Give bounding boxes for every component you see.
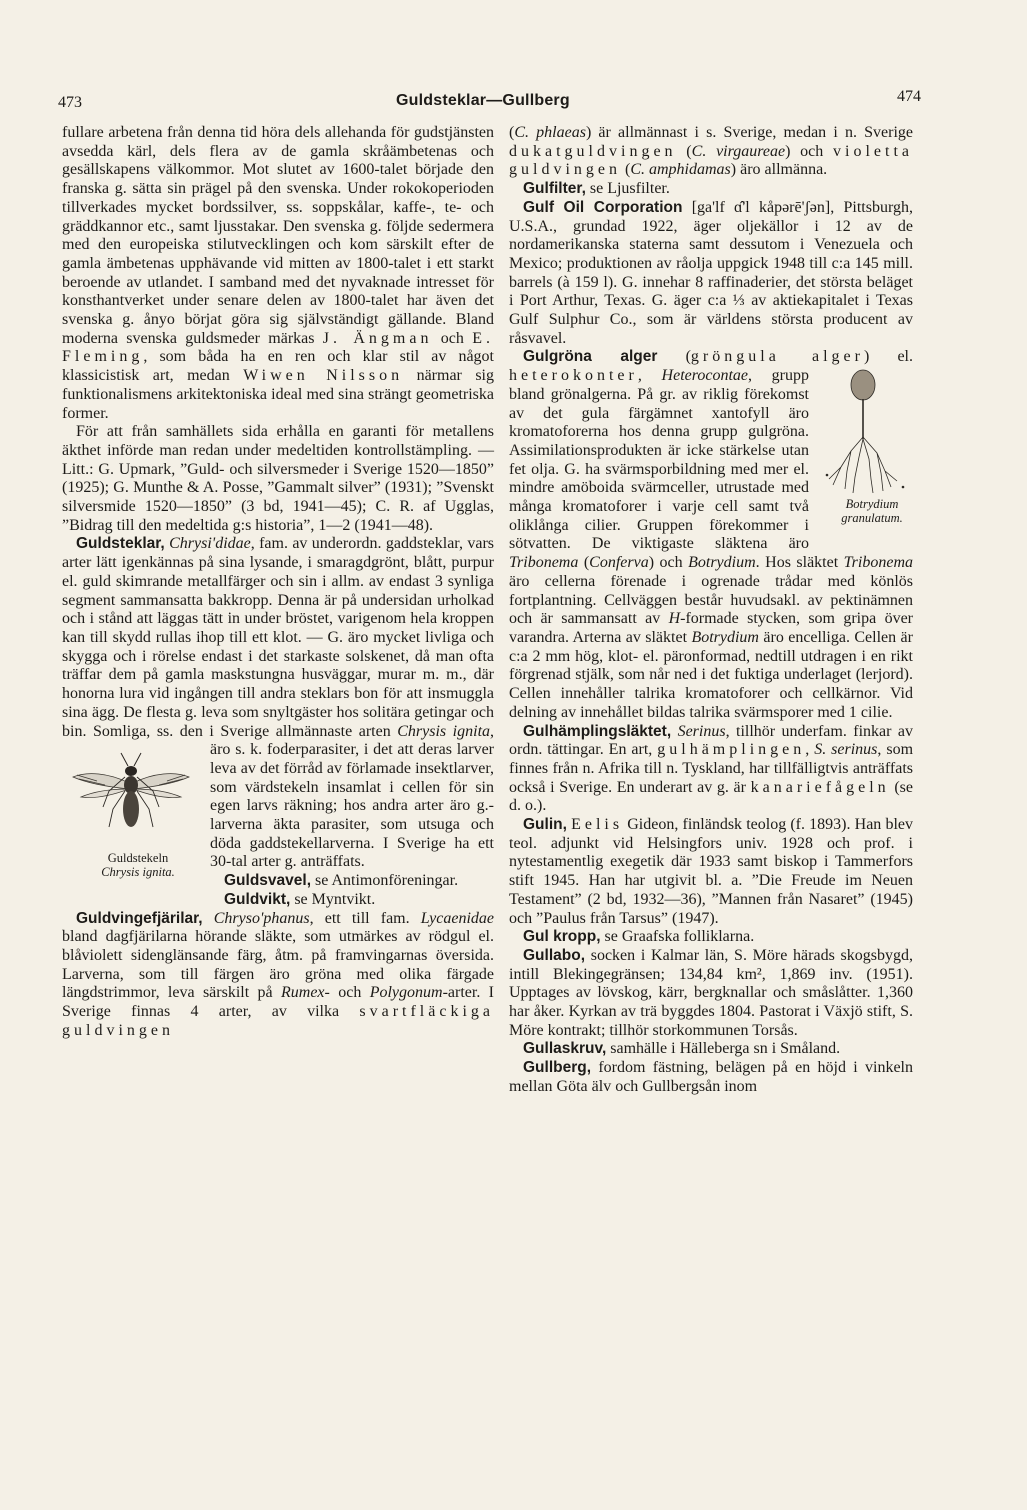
entry-gulfilter: Gulfilter, se Ljusfilter. [523, 180, 670, 198]
left-column [62, 124, 494, 1040]
entry-gulf-oil: Gulf Oil Corporation [ga'lf ɑ̂'l kåpərē'ʃən], Pittsburgh, U.S.A., grundad 1922, äger oljekällor i 12 av de nordamerikanska staterna samt dessutom i Venezuela och Mexico; produktionen av råolja uppgick 1948 till c:a 145 mill. barrels (à 159 l). G. innehar 8 raffinaderier, det största beläget i Port Arthur, Texas. G. äger c:a ⅓ av aktiekapitalet i Texas Gulf Sulphur Co., som är världens största producent av råsvavel. [509, 198, 913, 347]
entry-gullabo: Gullabo, socken i Kalmar län, S. Möre härads skogsbygd, intill Blekingegränsen; 134,84 km², 1,869 inv. (1951). Upptages av lövskog, kärr, bergknallar och småslåtter. 1,360 har åker. Kyrkan av trä byggdes 1804. Pastorat i Växjö stift, S. Möre kontrakt; tillhör storkommunen Torsås. [509, 946, 913, 1039]
figure-caption-line2: Chrysis ignita. [101, 865, 175, 880]
page-number-left: 473 [58, 94, 82, 111]
entry-gulhamplingslaktet: Gulhämplingsläktet, Serinus, tillhör underfam. finkar av ordn. tättingar. En art, gulhämplingen, S. serinus, som finnes från n. Afrika till n. Tyskland, har tillfälligtvis anträffats också i Sverige. En underart av g. är kanariefågeln (se d. o.). [509, 722, 914, 815]
entry-guldsvavel: Guldsvavel, se Antimonföreningar. [224, 872, 459, 890]
botrydium-illustration-icon [821, 367, 909, 497]
entry-gullaskruv: Gullaskruv, samhälle i Hälleberga sn i Småland. [523, 1040, 841, 1058]
wasp-illustration-icon [69, 745, 193, 851]
paragraph-literature: För att från samhällets sida erhålla en garanti för metallens äkthet införde man redan under medeltiden kontrollstämpling. — Litt.: G. Upmark, ”Guld- och silversmeder i Sverige 1520—1850” (1925); G. Munthe & A. Posse, ”Gammalt silver” (1931); ”Svenskt silversmide 1520—1850” (3 bd, 1941—45); C. R. af Ugglas, ”Bidrag till den medeltida g:s historia”, 1—2 (1941—48). [62, 423, 494, 534]
headword: Guldsteklar, [76, 535, 165, 553]
page-number-right: 474 [897, 88, 921, 105]
entry-guldsteklar: Guldsteklar, Chrysi'didae, fam. av underordn. gaddsteklar, vars arter lätt igenkännas på sina lysande, i smaragdgrönt, blått, purpur el. guld skimrande metallfärger och sin i allm. av endast 3 synliga segment sammansatta bakkropp. Denna är på undersidan urholkad och i stånd att läggas tätt in under bröstet, varigenom hela kroppen kan till skydd rullas ihop till ett klot. — G. äro mycket livliga och skygga och i rörelse endast i det starkaste solskenet, då man ofta träffar dem på gamla maskstungna husväggar, murar m. m., där honorna lura vid ingången till andra steklars bon för att insmuggla sina ägg. De flesta g. leva som snyltgäster hos solitära getingar och bin. Somliga, ss. den i Sverige allmännaste arten Guldstekeln Chrysis ignita. Chrysis ignita, äro s. k. foderparasiter, i det att deras larver leva av det förråd av förlamade insektlarver, som värdstekeln insamlat i cellen för sin egen larvs räkning; hos andra arter äro g.-larverna äkta parasiter, som utsuga och döda gaddstekellarverna. I Sverige ha ett 30-tal arter g. anträffats. [62, 535, 494, 872]
figure-chrysis [62, 745, 200, 893]
figure-caption-line1-right: Botrydium [845, 497, 899, 512]
entry-continuation-right: (C. phlaeas) är allmännast i s. Sverige, medan i n. Sverige dukatguldvingen (C. virgaureae) och violetta guldvingen (C. amphidamas) äro allmänna. [509, 124, 914, 179]
entry-guldvingefjarilar: Guldvingefjärilar, Chryso'phanus, ett till fam. Lycaenidae bland dagfjärilarna hörande släkte, som utmärkes av rödgul el. blåviolett sidenglänsande färg, åtm. på framvingarnas översida. Larverna, som till färgen äro gröna med olika färgade längdstrimmor, leva särskilt på Rumex- och Polygonum-arter. I Sverige finnas 4 arter, av vilka svartfläckiga guldvingen [62, 909, 495, 1039]
entry-gulgrona-alger: Gulgröna alger (gröngula alger) el. heterokonter, Heterocontae Botrydium granulatum. , grupp bland grönalgerna. På gr. av riklig förekomst av det gula färgämnet xantofyll äro kromatoforerna hos denna grupp gulgröna. Assimilationsprodukten är icke stärkelse utan fet olja. G. ha svärmsporbildning med mer el. mindre amöboida svärmceller, utrustade med många kromatoforer i varje cell samt två oliklånga cilier. Gruppen förekommer i sötvatten. De viktigaste släktena äro Tribonema (Conferva) och Botrydium. Hos släktet Tribonema äro cellerna förenade i ogrenade trådar med könlös fortplantning. Cellväggen består huvudsakl. av pektinämnen och är sammansatt av H-formade stycken, som gripa över varandra. Arterna av släktet Botrydium äro encelliga. Cellen är c:a 2 mm hög, klot- el. päronformad, nedtill utdragen i en rikt förgrenad stjälk, som når ned i det fuktiga underlaget (lerjord). Cellen innehåller talrika kromatoforer och cellkärnor. Vid delning av innehållet bildas talrika svärmsporer med 1 cilie. [509, 348, 913, 721]
entry-gulin: Gulin, Eelis Gideon, finländsk teolog (f. 1893). Han blev teol. adjunkt vid Helsingfors univ. 1928 och prof. i nytestamentlig exegetik där 1933 samt biskop i Tammerfors stift 1945. Han har utgivit bl. a. ”Die Freude im Neuen Testament” (2 bd, 1932—36), ”Mannen från Nasaret” (1945) och ”Paulus från Tarsus” (1947). [509, 816, 913, 927]
running-title: Guldsteklar—Gullberg [396, 92, 570, 109]
figure-caption-line1: Guldstekeln [107, 851, 169, 866]
entry-gullberg: Gullberg, fordom fästning, belägen på en höjd i vinkeln mellan Göta älv och Gullbergsån inom [509, 1059, 913, 1095]
right-column [509, 124, 913, 1097]
entry-gul-kropp: Gul kropp, se Graafska folliklarna. [523, 928, 755, 946]
entry-continuation: fullare arbetena från denna tid höra dels allehanda för gudstjänsten avsedda kärl, dels flera av de gamla skråämbetenas och gesällskapens välkommor. Mot slutet av 1600-talet började den franska g. sätta sin prägel på den svenska. Under rokokoperioden tillverkades mycket bordssilver, ss. soppskålar, kaffe-, te- och gräddkannor etc., samt ljusstakar. Den svenska g. följde sedermera med den europeiska stilutvecklingen och kom särskilt efter de gamla ämbetenas upphävande vid mitten av 1800-talet i ett starkt beroende av utlandet. I samband med det nyvaknade intresset för konsthantverket under senare delen av 1800-talet har även det svenska g. ånyo börjat göra sig självständigt gällande. Bland moderna svenska guldsmeder märkas J. Ängman och E. Fleming, som båda ha en ren och klar stil av något klassicistisk art, medan Wiwen Nilsson närmar sig funktionalismens arkitektoniska ideal med sina strängt geometriska former. [62, 124, 494, 422]
figure-botrydium [817, 367, 913, 537]
entry-guldvikt: Guldvikt, se Myntvikt. [224, 890, 376, 908]
page-header [0, 88, 1027, 118]
figure-caption-line2-right: granulatum. [841, 511, 903, 526]
